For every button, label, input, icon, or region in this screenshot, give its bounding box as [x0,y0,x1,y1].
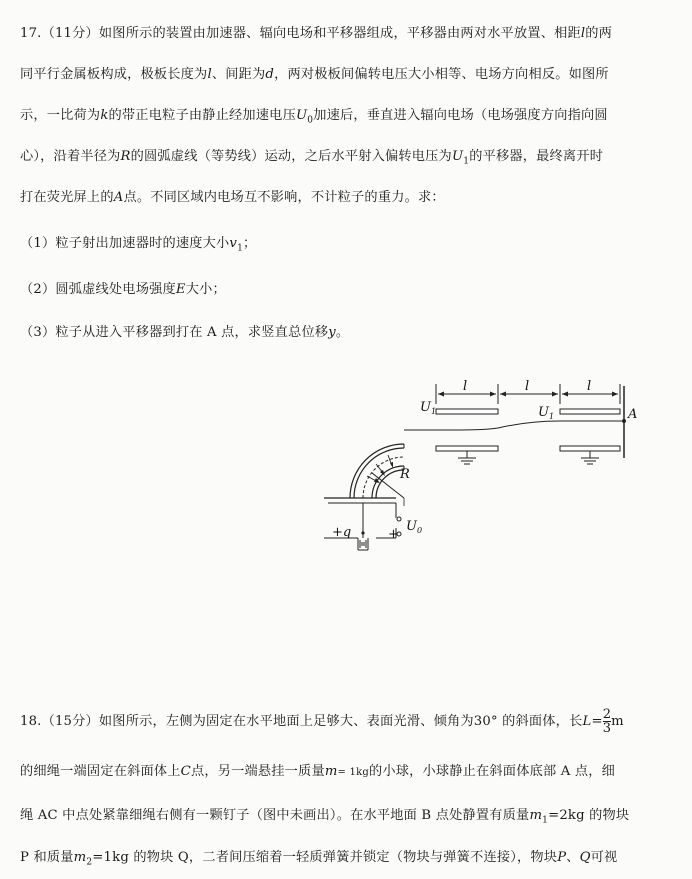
q17-text: 点。不同区域内电场互不影响，不计粒子的重力。求： [123,190,445,205]
q18-text: 点，另一端悬挂一质量 [190,764,325,779]
label-q: +q [332,525,352,540]
label-l-3: l [587,379,592,394]
q17-subquestion-2 [20,278,226,297]
subscript: 1 [463,156,470,167]
label-l-2: l [525,379,530,394]
label-U0: $U_0$ [406,519,423,535]
q18-text: 绳 AC 中点处紧靠细绳右侧有一颗钉子（图中未画出）。在水平地面 B 点处静置有质量 [20,808,530,823]
q18-text: 、 [566,850,580,865]
var-m: m [324,764,338,779]
q17-subquestion-3 [20,321,349,340]
label-U1-right: $U_1$ [538,405,555,421]
q17-text: 的带正电粒子由静止经加速电压 [108,108,296,123]
var-m2: m [73,850,87,865]
q17-line-3 [20,104,608,126]
q17-text: 的平移器，最终离开时 [469,149,604,164]
var-U: U [451,149,464,164]
q17-text: （3）粒子从进入平移器到打在 A 点，求竖直总位移 [20,325,329,340]
q17-text: 加速后，垂直进入辐向电场（电场强度方向指向圆 [313,108,608,123]
subscript: 1 [237,243,243,254]
q17-text: 心），沿着半径为 [20,149,121,164]
q18-text: 的细绳一端固定在斜面体上 [20,764,181,779]
q18-text: 可视 [590,850,618,865]
var-A: A [113,190,124,205]
q17-score: （11分） [41,26,99,41]
particle-trajectory [404,421,624,430]
q18-text: P 和质量 [20,850,74,865]
fraction-two-thirds [603,708,611,735]
q17-line-1 [20,22,612,41]
label-l-1: l [463,379,468,394]
var-l: l [207,67,212,82]
q17-text: 示，一比荷为 [20,108,101,123]
particle-source [358,538,368,550]
q17-text: ，两对极板间偏转电压大小相等、电场方向相反。如图所 [274,67,609,82]
var-E: E [175,282,186,297]
q17-line-2 [20,63,609,82]
var-k: k [100,108,109,123]
var-d: d [265,67,275,82]
outer-electrode-inner [354,448,404,498]
upper-plate-left [436,409,498,414]
denominator: 3 [602,721,612,736]
subscript: 0 [307,115,314,126]
q17-line-5 [20,186,445,205]
upper-plate-right [560,409,620,414]
ground-icon-right [581,451,599,464]
q18-score: （15分） [41,714,99,729]
var-m1: m [529,808,543,823]
var-L: L [582,714,592,729]
label-R: R [400,467,410,482]
q17-text: 大小； [185,282,226,297]
apparatus-diagram [310,378,650,578]
var-R: R [120,149,131,164]
var-P: P [557,850,567,865]
q18-text: =2kg 的物块 [548,808,630,823]
q17-text: 打在荧光屏上的 [20,190,114,205]
q18-line-3 [20,804,629,826]
q18-text: 的小球，小球静止在斜面体底部 A 点，细 [368,764,616,779]
unit: m [611,714,624,729]
q18-number: 18. [20,714,42,729]
var-l: l [580,26,586,41]
q17-text: （1）粒子射出加速器时的速度大小 [20,236,230,251]
q18-line-2 [20,760,615,779]
q17-text: 的圆弧虚线（等势线）运动，之后水平射入偏转电压为 [130,149,452,164]
subscript: 2 [86,857,93,868]
q17-text: 同平行金属板构成，极板长度为 [20,67,208,82]
var-Q: Q [579,850,591,865]
q17-line-4 [20,145,603,167]
lower-plate-left [436,446,498,451]
var-U: U [295,108,308,123]
q18-line-4 [20,846,617,868]
q18-text: 如图所示，左侧为固定在水平地面上足够大、表面光滑、倾角为30° 的斜面体，长 [98,714,583,729]
ground-icon-left [458,451,476,464]
lower-plate-right [560,446,620,451]
q17-text: 。 [335,325,350,340]
subscript: 1 [542,815,549,826]
terminal-top [397,517,401,521]
equals: = [591,714,603,729]
q17-text: ； [243,236,257,251]
q17-text: 、间距为 [211,67,266,82]
var-C: C [180,764,191,779]
q17-number: 17. [20,26,42,41]
q17-text: 的两 [585,26,613,41]
label-U1-left: $U_1$ [420,400,437,416]
label-A: A [628,407,638,422]
numerator: 2 [602,707,612,722]
q18-text: = 1kg [337,767,369,778]
particle-dot [361,531,364,534]
q18-text: =1kg 的物块 Q，二者间压缩着一轻质弹簧并锁定（物块与弹簧不连接），物块 [92,850,558,865]
plus-sign: + [388,527,399,542]
var-v: v [229,236,238,251]
q17-text: 如图所示的装置由加速器、辐向电场和平移器组成，平移器由两对水平放置、相距 [98,26,581,41]
q17-text: （2）圆弧虚线处电场强度 [20,282,176,297]
q18-line-1 [20,708,624,735]
var-y: y [328,325,336,340]
q17-subquestion-1 [20,232,256,254]
